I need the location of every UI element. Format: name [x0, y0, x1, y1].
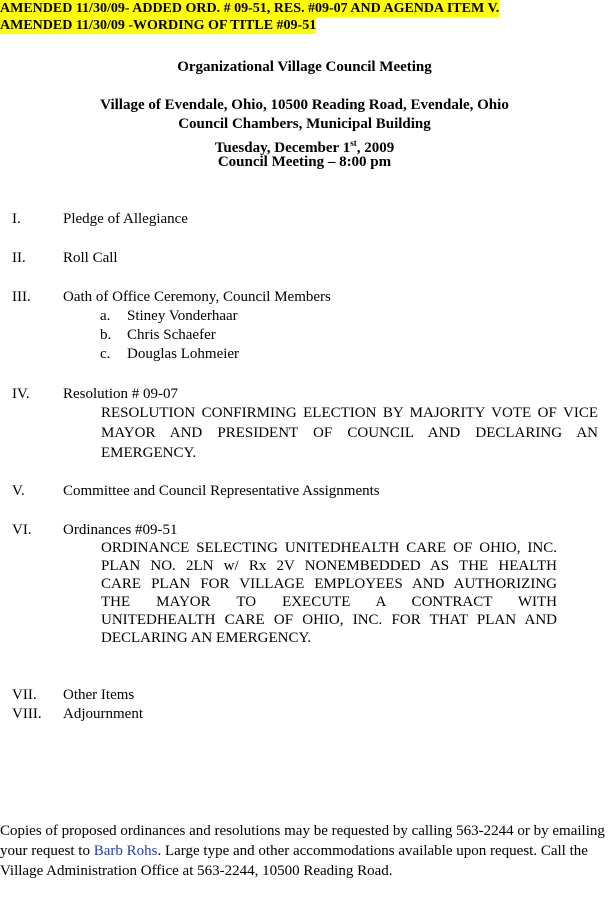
agenda-item-number: IV.	[12, 386, 30, 402]
agenda-item-committee: Committee and Council Representative Assignments	[63, 483, 380, 499]
amendment-note-2: AMENDED 11/30/09 -WORDING OF TITLE #09-51	[0, 18, 317, 33]
agenda-item-number: VIII.	[12, 706, 42, 722]
council-member-name: Chris Schaefer	[127, 327, 216, 343]
agenda-item-other: Other Items	[63, 687, 135, 703]
ordinance-line: DECLARING AN EMERGENCY.	[101, 630, 312, 646]
agenda-item-oath: Oath of Office Ceremony, Council Members	[63, 289, 331, 305]
subitem-letter: a.	[100, 308, 111, 324]
ordinance-line: THE MAYOR TO EXECUTE A CONTRACT WITH	[101, 594, 557, 610]
ordinance-line: CARE PLAN FOR VILLAGE EMPLOYEES AND AUTHORIZING	[101, 576, 557, 592]
agenda-item-adjournment: Adjournment	[63, 706, 143, 722]
ordinance-line: ORDINANCE SELECTING UNITEDHEALTH CARE OF OHIO, INC.	[101, 540, 557, 556]
footer-text-after: . Large type and other accommodations available upon request. Call the Village Administration Office at 563-2244, 10500 Reading Road.	[0, 843, 588, 879]
venue-line: Council Chambers, Municipal Building	[178, 116, 431, 132]
ordinance-text	[101, 539, 557, 647]
agenda-item-number: VI.	[12, 522, 32, 538]
agenda-item-number: V.	[12, 483, 25, 499]
subitem-letter: c.	[100, 346, 111, 362]
agenda-item-resolution: Resolution # 09-07	[63, 386, 178, 402]
council-member-name: Stiney Vonderhaar	[127, 308, 238, 324]
ordinance-line: PLAN NO. 2LN w/ Rx 2V NONEMBEDDED AS THE HEALTH	[101, 558, 557, 574]
agenda-item-number: III.	[12, 289, 31, 305]
agenda-item-roll-call: Roll Call	[63, 250, 118, 266]
agenda-item-pledge: Pledge of Allegiance	[63, 211, 188, 227]
agenda-item-ordinances: Ordinances #09-51	[63, 522, 178, 538]
footer-notice	[0, 821, 605, 881]
meeting-title: Organizational Village Council Meeting	[177, 59, 432, 75]
council-member-name: Douglas Lohmeier	[127, 346, 240, 362]
agenda-item-number: VII.	[12, 687, 37, 703]
subitem-letter: b.	[100, 327, 112, 343]
agenda-item-number: I.	[12, 211, 21, 227]
amendment-note-1: AMENDED 11/30/09- ADDED ORD. # 09-51, RES. #09-07 AND AGENDA ITEM V.	[0, 1, 500, 16]
agenda-item-number: II.	[12, 250, 26, 266]
location-line: Village of Evendale, Ohio, 10500 Reading Road, Evendale, Ohio	[100, 97, 509, 113]
date-prefix: Tuesday, December 1	[214, 140, 351, 156]
date-suffix: , 2009	[356, 140, 395, 156]
resolution-text: RESOLUTION CONFIRMING ELECTION BY MAJORITY VOTE OF VICE MAYOR AND PRESIDENT OF COUNCIL AND DECLARING AN EMERGENCY.	[101, 405, 598, 461]
email-link[interactable]: Barb Rohs	[93, 843, 158, 859]
meeting-time: Council Meeting – 8:00 pm	[217, 154, 392, 170]
footer-text-before: Copies of proposed ordinances and resolutions may be requested by calling 563-2244 or by emailing your request to	[0, 823, 605, 859]
date-superscript: st	[350, 138, 357, 148]
ordinance-line: UNITEDHEALTH CARE OF OHIO, INC. FOR THAT PLAN AND	[101, 612, 557, 628]
